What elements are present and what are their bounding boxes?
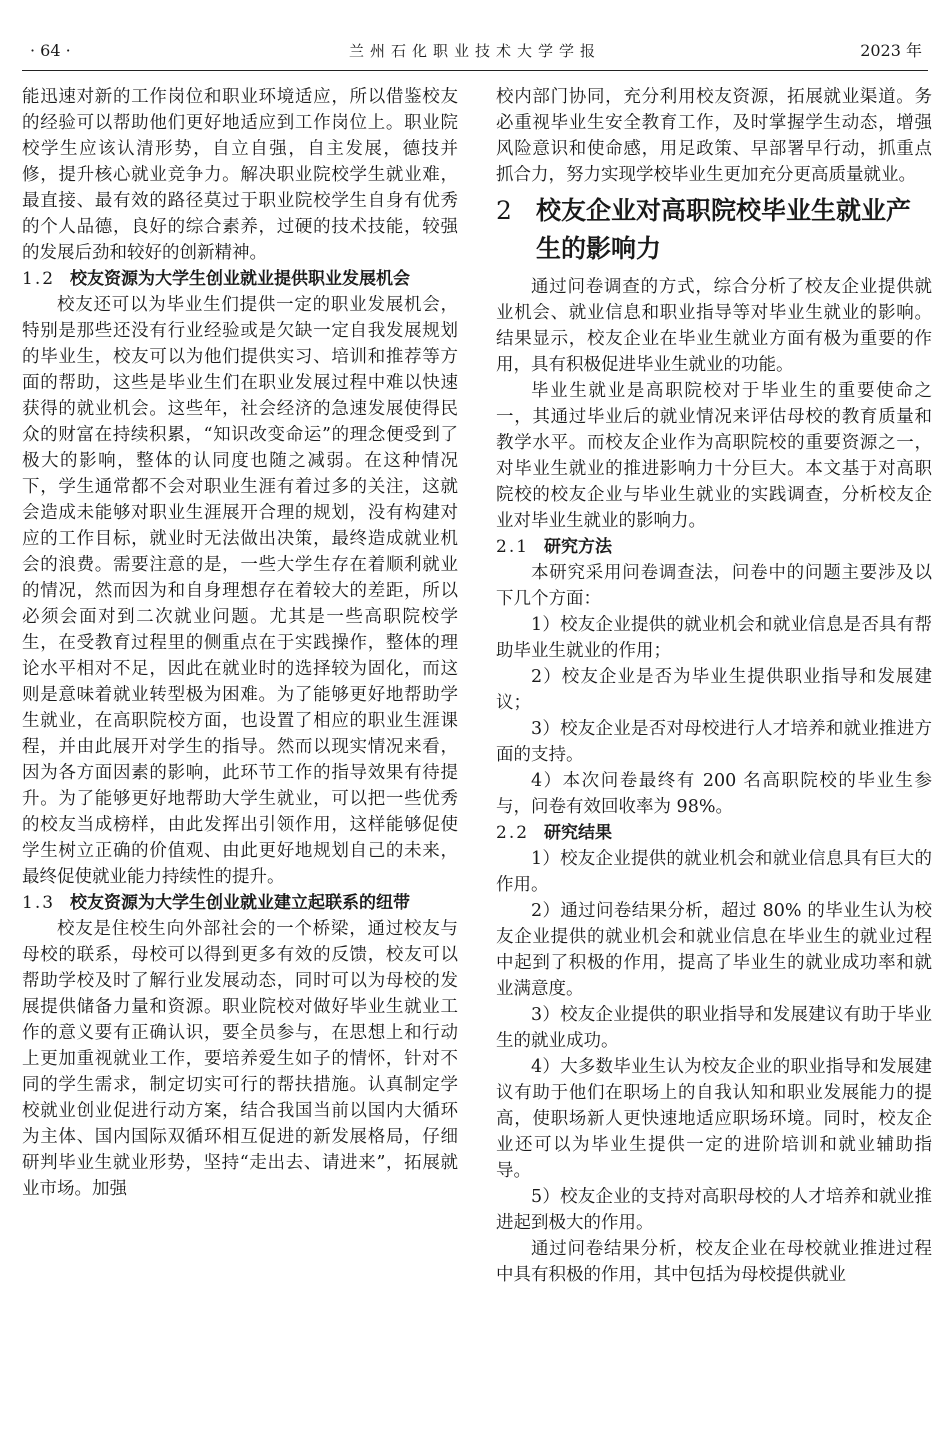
list-item: 2）通过问卷结果分析，超过 80% 的毕业生认为校友企业提供的就业机会和就业信息在毕业生的就业过程中起到了积极的作用，提高了毕业生的就业成功率和就业满意度。: [496, 901, 932, 999]
paragraph: 校友是住校生向外部社会的一个桥梁，通过校友与母校的联系，母校可以得到更多有效的反馈，校友可以帮助学校及时了解行业发展动态，同时可以为母校的发展提供储备力量和资源。职业院校对做好毕业生就业工作的意义要有正确认识，要全员参与，在思想上和行动上更加重视就业工作，要培养爱生如子的情怀，针对不同的学生需求，制定切实可行的帮扶措施。认真制定学校就业创业促进行动方案，结合我国当前以国内大循环为主体、国内国际双循环相互促进的新发展格局，仔细研判毕业生就业形势，坚持“走出去、请进来”，拓展就业市场。加强: [22, 919, 458, 1199]
list-item: 4）大多数毕业生认为校友企业的职业指导和发展建议有助于他们在职场上的自我认知和职业发展能力的提高，使职场新人更快速地适应职场环境。同时，校友企业还可以为毕业生提供一定的进阶培训和就业辅助指导。: [496, 1057, 932, 1181]
section-heading-2-2: [496, 820, 932, 846]
paragraph-continuation: 校内部门协同，充分利用校友资源，拓展就业渠道。务必重视毕业生安全教育工作，及时掌握学生动态，增强风险意识和使命感，用足政策、早部署早行动，抓重点抓合力，努力实现学校毕业生更加充分更高质量就业。: [496, 87, 932, 185]
paragraph: 毕业生就业是高职院校对于毕业生的重要使命之一，其通过毕业后的就业情况来评估母校的教育质量和教学水平。而校友企业作为高职院校的重要资源之一，对毕业生就业的推进影响力十分巨大。本文基于对高职院校的校友企业与毕业生就业的实践调查，分析校友企业对毕业生就业的影响力。: [496, 381, 932, 531]
list-item: 3）校友企业提供的职业指导和发展建议有助于毕业生的就业成功。: [496, 1005, 932, 1051]
section-number: 2.2: [496, 823, 530, 843]
section-title: 研究结果: [544, 823, 612, 843]
section-heading-2: [496, 192, 932, 268]
section-heading-2-1: [496, 534, 932, 560]
list-item: 1）校友企业提供的就业机会和就业信息是否具有帮助毕业生就业的作用；: [496, 615, 932, 661]
header-rule: [22, 70, 928, 71]
paragraph: 校友还可以为毕业生们提供一定的职业发展机会，特别是那些还没有行业经验或是欠缺一定自我发展规划的毕业生，校友可以为他们提供实习、培训和推荐等方面的帮助，这些是毕业生们在职业发展过程中难以快速获得的就业机会。这些年，社会经济的急速发展使得民众的财富在持续积累，“知识改变命运”的理念便受到了极大的影响，整体的认同度也随之减弱。在这种情况下，学生通常都不会对职业生涯有着过多的关注，这就会造成未能够对职业生涯展开合理的规划，没有构建对应的工作目标，就业时无法做出决策，最终造成就业机会的浪费。需要注意的是，一些大学生存在着顺利就业的情况，然而因为和自身理想存在着较大的差距，所以必须会面对到二次就业问题。尤其是一些高职院校学生，在受教育过程里的侧重点在于实践操作，整体的理论水平相对不足，因此在就业时的选择较为固化，而这则是意味着就业转型极为困难。为了能够更好地帮助学生就业，在高职院校方面，也设置了相应的职业生涯课程，并由此展开对学生的指导。然而以现实情况来看，因为各方面因素的影响，此环节工作的指导效果有待提升。为了能够更好地帮助大学生就业，可以把一些优秀的校友当成榜样，由此发挥出引领作用，这样能够促使学生树立正确的价值观、由此更好地规划自己的未来，最终促使就业能力持续性的提升。: [22, 295, 458, 887]
page-number: · 64 ·: [30, 41, 71, 60]
journal-title: 兰州石化职业技术大学学报: [348, 42, 601, 60]
section-heading-1-3: [22, 890, 458, 916]
section-number: 2.1: [496, 537, 530, 557]
list-item: 4）本次问卷最终有 200 名高职院校的毕业生参与，问卷有效回收率为 98%。: [496, 771, 932, 817]
page-header: [22, 36, 928, 66]
list-item: 5）校友企业的支持对高职母校的人才培养和就业推进起到极大的作用。: [496, 1187, 932, 1233]
publication-year: 2023 年: [860, 41, 922, 60]
section-heading-1-2: [22, 266, 458, 292]
paragraph: 本研究采用问卷调查法，问卷中的问题主要涉及以下几个方面：: [496, 563, 932, 609]
section-number: 1.3: [22, 893, 56, 913]
list-item: 3）校友企业是否对母校进行人才培养和就业推进方面的支持。: [496, 719, 932, 765]
right-column: [496, 84, 932, 1288]
paragraph: 通过问卷结果分析，校友企业在母校就业推进过程中具有积极的作用，其中包括为母校提供就业: [496, 1239, 932, 1285]
section-title: 研究方法: [544, 537, 612, 557]
left-column: [22, 84, 458, 1202]
section-title: 校友企业对高职院校毕业生就业产生的影响力: [536, 196, 912, 263]
list-item: 1）校友企业提供的就业机会和就业信息具有巨大的作用。: [496, 849, 932, 895]
section-title: 校友资源为大学生创业就业建立起联系的纽带: [70, 893, 410, 913]
paragraph-continuation: 能迅速对新的工作岗位和职业环境适应，所以借鉴校友的经验可以帮助他们更好地适应到工作岗位上。职业院校学生应该认清形势，自立自强，自主发展，德技并修，提升核心就业竞争力。解决职业院校学生就业难，最直接、最有效的路径莫过于职业院校学生自身有优秀的个人品德，良好的综合素养，过硬的技术技能，较强的发展后劲和较好的创新精神。: [22, 87, 458, 263]
paragraph: 通过问卷调查的方式，综合分析了校友企业提供就业机会、就业信息和职业指导等对毕业生就业的影响。结果显示，校友企业在毕业生就业方面有极为重要的作用，具有积极促进毕业生就业的功能。: [496, 277, 932, 375]
section-number: 1.2: [22, 269, 56, 289]
section-number: 2: [496, 196, 512, 225]
list-item: 2）校友企业是否为毕业生提供职业指导和发展建议；: [496, 667, 932, 713]
section-title: 校友资源为大学生创业就业提供职业发展机会: [70, 269, 410, 289]
